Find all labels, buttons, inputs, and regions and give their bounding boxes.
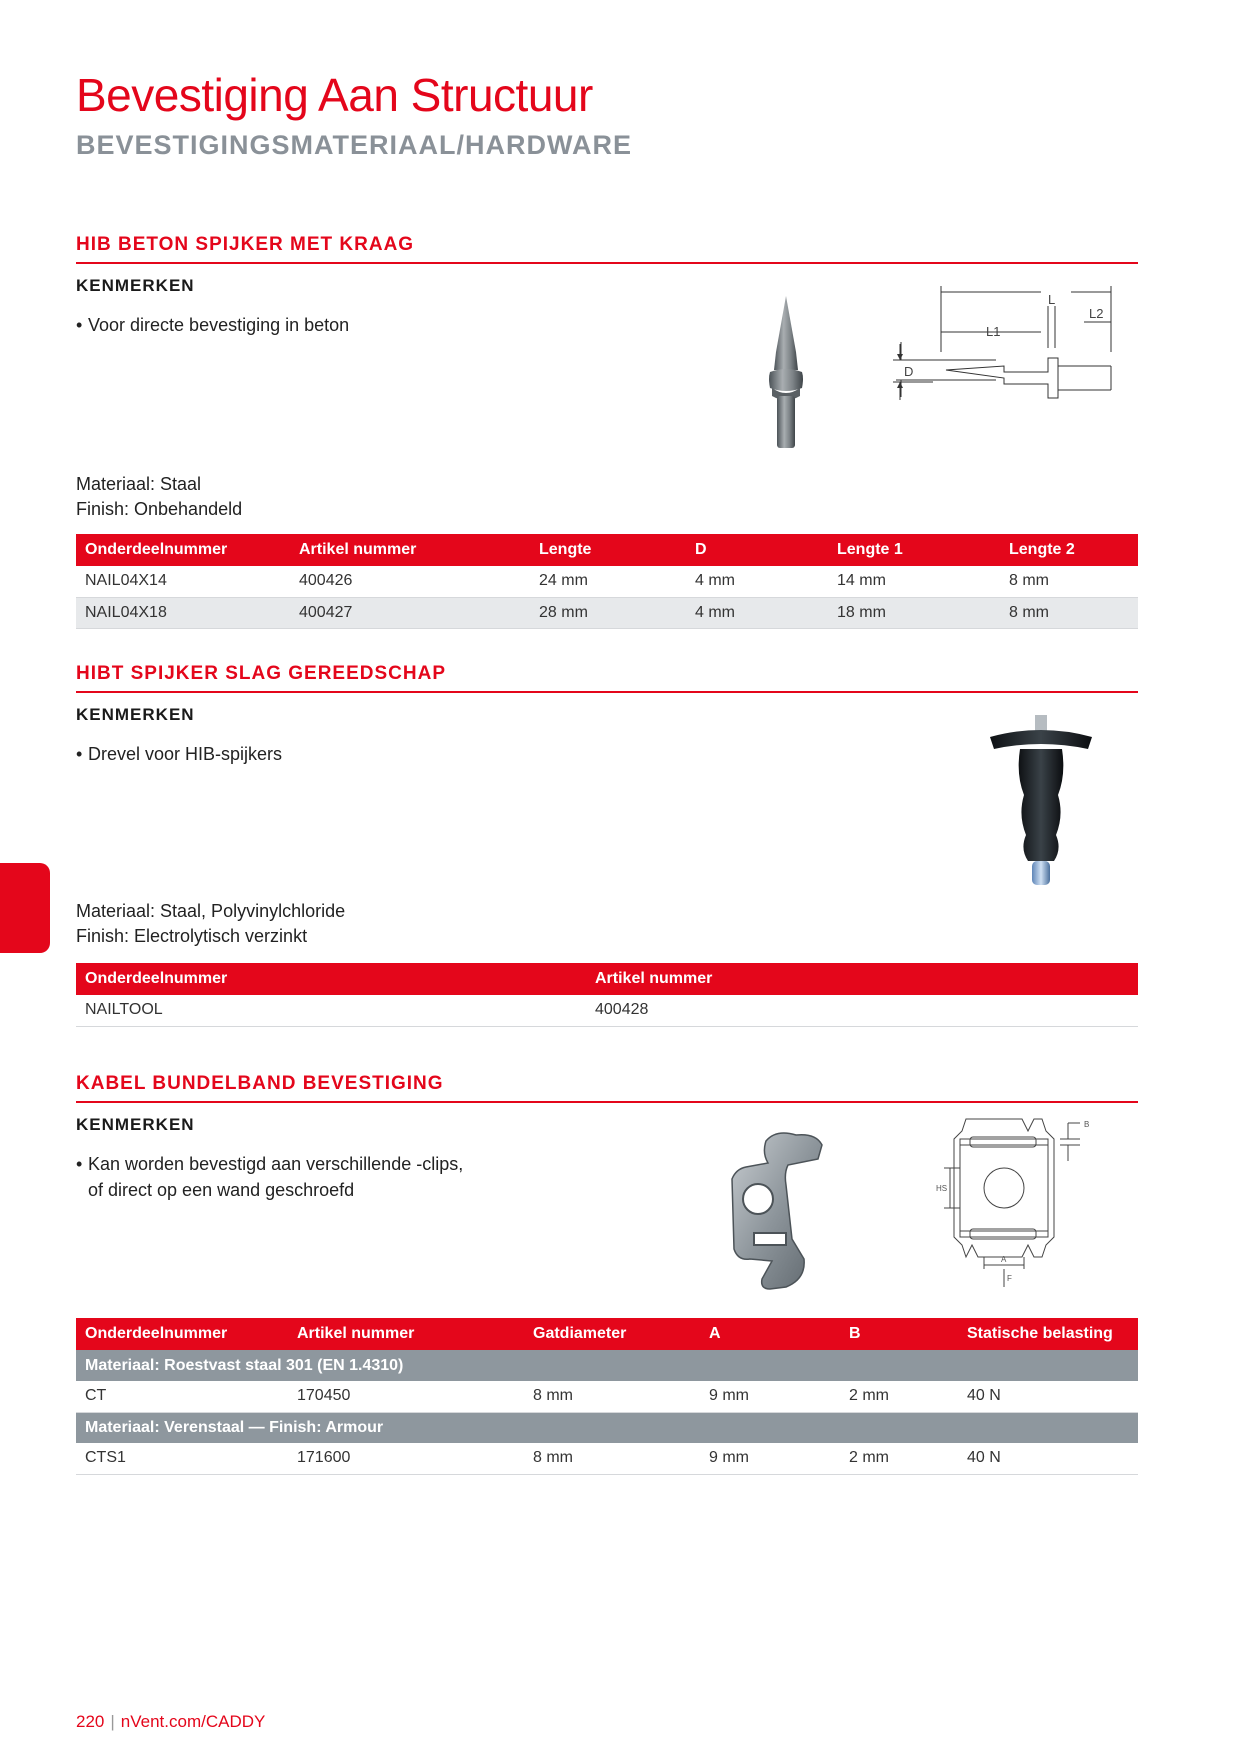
material-info — [76, 899, 345, 949]
table-cell: NAIL04X14 — [76, 566, 290, 597]
table-cell: NAIL04X18 — [76, 597, 290, 628]
table-header: Lengte — [530, 534, 686, 566]
table-header: Onderdeelnummer — [76, 963, 586, 995]
table-header: Onderdeelnummer — [76, 534, 290, 566]
cable-tie-mount-photo — [726, 1129, 836, 1299]
finish-text: Finish: Onbehandeld — [76, 499, 243, 519]
footer-website-link[interactable]: nVent.com/CADDY — [120, 1712, 266, 1731]
table-group-row — [76, 1350, 1138, 1381]
table-header-row — [76, 534, 1138, 566]
table-header: Artikel nummer — [290, 534, 530, 566]
table-header: Gatdiameter — [524, 1318, 700, 1350]
feature-bullet: • Drevel voor HIB-spijkers — [76, 744, 283, 764]
table-header: Onderdeelnummer — [76, 1318, 288, 1350]
group-label: Materiaal: Verenstaal — Finish: Armour — [76, 1412, 1138, 1443]
cable-tie-mount-diagram — [936, 1117, 1100, 1293]
section-hib-nail — [76, 234, 1138, 630]
diagram-label-L2: L2 — [1089, 306, 1104, 321]
table-cell: 28 mm — [530, 597, 686, 628]
table-header: A — [700, 1318, 840, 1350]
table-cell: 171600 — [288, 1443, 524, 1474]
section-title: KABEL BUNDELBAND BEVESTIGING — [76, 1073, 1138, 1103]
table-cell: CT — [76, 1381, 288, 1412]
nail-dimension-diagram — [936, 282, 1136, 412]
page-title: Bevestiging Aan Structuur — [76, 69, 593, 121]
diagram-label-F: F — [1007, 1274, 1012, 1283]
nail-diameter-marker — [888, 344, 938, 424]
diagram-label-HS: HS — [936, 1184, 948, 1193]
nail-tool-table — [76, 963, 1138, 1027]
table-cell: 8 mm — [1000, 566, 1138, 597]
group-label: Materiaal: Roestvast staal 301 (EN 1.4310) — [76, 1350, 1138, 1381]
table-cell: 8 mm — [524, 1443, 700, 1474]
table-cell: 14 mm — [828, 566, 1000, 597]
table-row — [76, 566, 1138, 597]
footer-separator: | — [110, 1712, 115, 1731]
table-row — [76, 1443, 1138, 1474]
feature-bullet: • Voor directe bevestiging in beton — [76, 315, 350, 335]
table-header: B — [840, 1318, 958, 1350]
table-cell: 2 mm — [840, 1443, 958, 1474]
diagram-label-D: D — [904, 364, 914, 379]
table-cell: 400427 — [290, 597, 530, 628]
material-text: Materiaal: Staal, Polyvinylchloride — [76, 901, 346, 921]
table-cell: 8 mm — [524, 1381, 700, 1412]
table-header-row — [76, 963, 1138, 995]
nail-table — [76, 534, 1138, 629]
page-footer — [76, 1712, 265, 1732]
table-cell: 170450 — [288, 1381, 524, 1412]
table-header: Artikel nummer — [586, 963, 1138, 995]
table-header: Artikel nummer — [288, 1318, 524, 1350]
table-cell: NAILTOOL — [76, 995, 586, 1026]
table-cell: 4 mm — [686, 597, 828, 628]
material-text: Materiaal: Staal — [76, 474, 202, 494]
table-cell: 4 mm — [686, 566, 828, 597]
table-cell: CTS1 — [76, 1443, 288, 1474]
table-cell: 400426 — [290, 566, 530, 597]
table-cell: 9 mm — [700, 1381, 840, 1412]
finish-text: Finish: Electrolytisch verzinkt — [76, 926, 308, 946]
diagram-label-L: L — [1048, 292, 1056, 307]
table-header: D — [686, 534, 828, 566]
nail-photo — [746, 292, 826, 454]
table-group-row — [76, 1412, 1138, 1443]
table-header: Lengte 2 — [1000, 534, 1138, 566]
table-cell: 8 mm — [1000, 597, 1138, 628]
diagram-label-A: A — [1001, 1255, 1007, 1264]
section-title: HIBT SPIJKER SLAG GEREEDSCHAP — [76, 663, 1138, 693]
table-cell: 400428 — [586, 995, 1138, 1026]
table-cell: 18 mm — [828, 597, 1000, 628]
table-row — [76, 995, 1138, 1026]
section-title: HIB BETON SPIJKER MET KRAAG — [76, 234, 1138, 264]
diagram-label-L1: L1 — [986, 324, 1001, 339]
table-header: Lengte 1 — [828, 534, 1000, 566]
features-label: KENMERKEN — [76, 276, 195, 295]
features-label: KENMERKEN — [76, 705, 195, 724]
features-label: KENMERKEN — [76, 1115, 195, 1134]
diagram-label-B: B — [1084, 1120, 1090, 1129]
page-number: 220 — [76, 1712, 105, 1731]
table-cell: 2 mm — [840, 1381, 958, 1412]
section-cable-tie-mount — [76, 1073, 1138, 1473]
page-subtitle: BEVESTIGINGSMATERIAAL/HARDWARE — [76, 130, 633, 160]
table-cell: 9 mm — [700, 1443, 840, 1474]
table-cell: 24 mm — [530, 566, 686, 597]
table-cell: 40 N — [958, 1381, 1138, 1412]
table-row — [76, 1381, 1138, 1412]
nail-tool-photo — [986, 715, 1096, 887]
chapter-side-tab — [0, 863, 50, 953]
table-header: Statische belasting — [958, 1318, 1138, 1350]
table-row — [76, 597, 1138, 628]
table-cell: 40 N — [958, 1443, 1138, 1474]
cable-tie-mount-table — [76, 1318, 1138, 1475]
feature-bullet: • Kan worden bevestigd aan verschillende -clips, of direct op een wand geschroefd — [76, 1154, 464, 1200]
material-info — [76, 472, 242, 522]
table-header-row — [76, 1318, 1138, 1350]
section-nail-tool — [76, 663, 1138, 1033]
